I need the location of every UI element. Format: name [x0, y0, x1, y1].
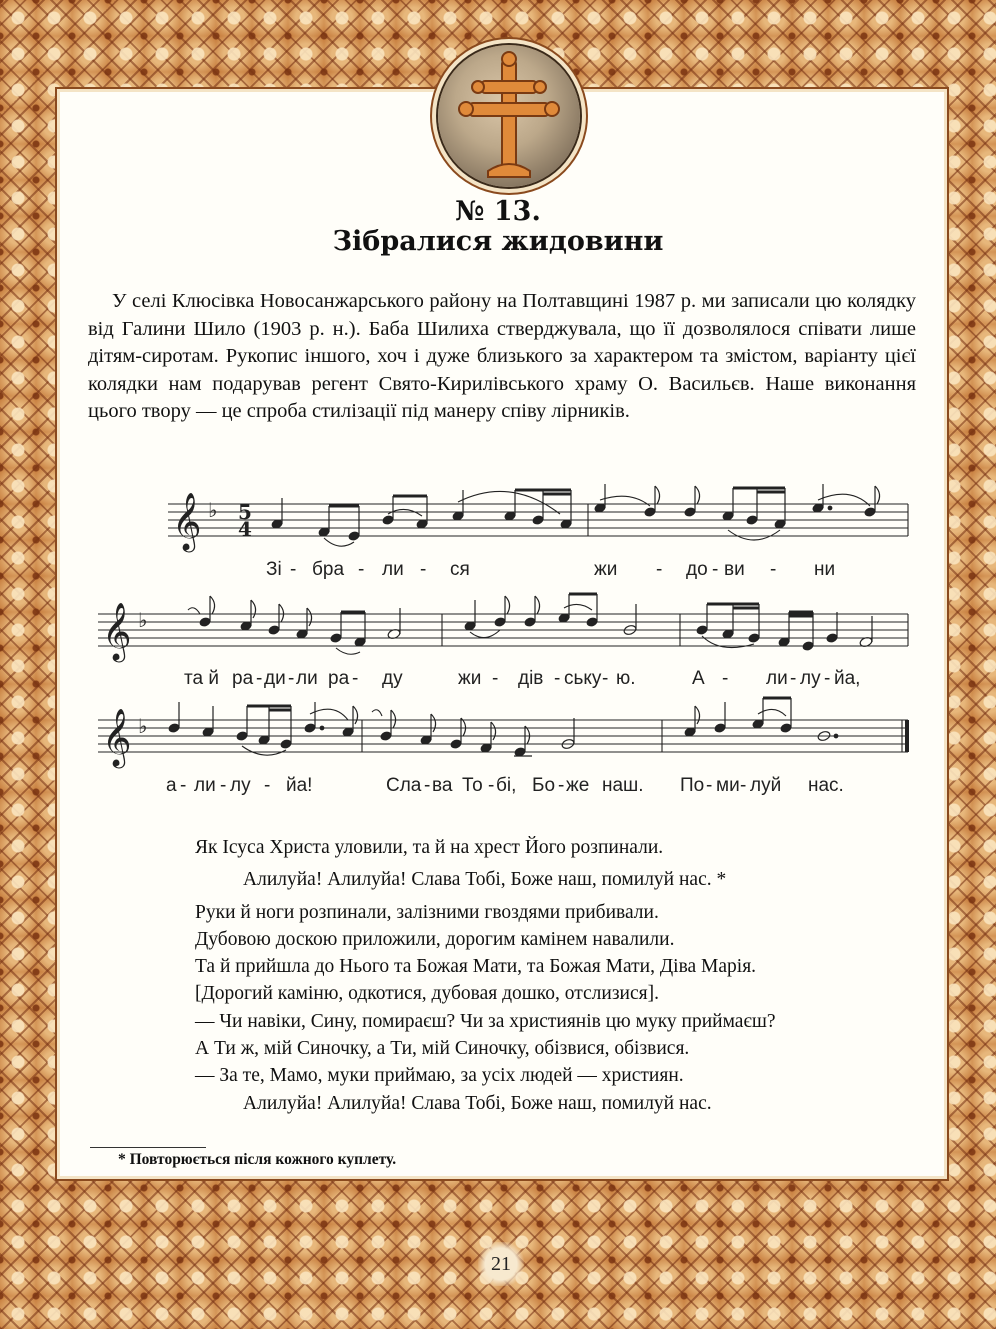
lyric-syllable: ли: [296, 668, 318, 689]
lyric-syllable: ся: [450, 559, 470, 580]
lyric-syllable: ди: [264, 668, 286, 689]
lyric-syllable: жи: [458, 668, 482, 689]
lyric-hyphen: -: [602, 668, 609, 689]
lyric-hyphen: -: [488, 775, 495, 796]
lyric-hyphen: -: [288, 668, 295, 689]
lyric-syllable: ра: [232, 668, 254, 689]
time-signature-bottom: 4: [238, 517, 252, 541]
lyrics-line-1: [266, 559, 835, 580]
intro-paragraph: У селі Клюсівка Новосанжарського району на Полтавщині 1987 р. ми записали цю колядку від Галини Шило (1903 р. н.). Баба Шилиха стверджувала, що її дозволялося співати лише дітям-сиротам. Рукопис іншого, хоч і дуже близького за характером та змістом, варіанту цієї колядки нам подарував регент Свято-Кирилівського храму О. Васильєв. Наше виконання цього твору — це спроба стилізації під манеру співу лірників.: [88, 290, 916, 422]
music-score: [90, 480, 920, 810]
lyric-syllable: йа,: [834, 668, 861, 689]
lyric-hyphen: -: [424, 775, 431, 796]
lyric-hyphen: -: [220, 775, 227, 796]
lyric-syllable: ли: [766, 668, 788, 689]
lyric-hyphen: -: [180, 775, 187, 796]
lyric-syllable: Бо: [532, 775, 556, 796]
orthodox-cross-icon: [438, 45, 580, 187]
lyric-syllable: Сла: [386, 775, 422, 796]
verse-line: Як Ісуса Христа уловили, та й на хрест Його розпинали.: [195, 837, 664, 858]
lyric-syllable: ра: [328, 668, 350, 689]
lyric-hyphen: -: [256, 668, 263, 689]
verse-line: [Дорогий каміню, одкотися, дубовая дошко, отслизися].: [195, 983, 659, 1005]
flat-sign-icon: ♭: [138, 714, 148, 738]
lyric-hyphen: -: [492, 668, 499, 689]
lyric-syllable: луй: [750, 775, 782, 796]
lyrics-line-3: [166, 775, 844, 796]
flat-sign-icon: ♭: [208, 498, 218, 522]
verse-line: А Ти ж, мій Синочку, а Ти, мій Синочку, обізвися, обізвися.: [195, 1038, 690, 1060]
lyric-syllable: лу: [230, 775, 251, 796]
lyric-syllable: ю.: [616, 668, 636, 689]
lyric-hyphen: -: [740, 775, 747, 796]
treble-clef-icon: 𝄞: [172, 492, 202, 550]
verse-line: Та й прийшла до Нього та Божая Мати, та Божая Мати, Діва Марія.: [195, 956, 757, 978]
page-number: 21: [478, 1242, 524, 1286]
lyric-hyphen: -: [824, 668, 831, 689]
lyric-syllable: наш.: [602, 775, 644, 796]
cross-medallion: [438, 45, 580, 187]
lyric-syllable: бі,: [496, 775, 517, 796]
lyric-hyphen: -: [420, 559, 427, 580]
flat-sign-icon: ♭: [138, 608, 148, 632]
lyric-syllable: же: [566, 775, 590, 796]
lyric-syllable: йа!: [286, 775, 313, 796]
lyric-syllable: ми: [716, 775, 740, 796]
treble-clef-icon: 𝄞: [102, 708, 132, 766]
lyric-syllable: По: [680, 775, 705, 796]
lyric-syllable: нас.: [808, 775, 844, 796]
lyric-hyphen: -: [352, 668, 359, 689]
lyric-hyphen: -: [790, 668, 797, 689]
lyric-syllable: лу: [800, 668, 821, 689]
lyric-syllable: ва: [432, 775, 453, 796]
verse-line: — Чи навіки, Сину, помираєш? Чи за християнів цю муку приймаєш?: [195, 1010, 776, 1032]
verse-line: Руки й ноги розпинали, залізними гвоздями прибивали.: [195, 901, 659, 923]
lyric-hyphen: -: [264, 775, 271, 796]
lyric-syllable: дів: [518, 668, 544, 689]
lyric-syllable: То: [462, 775, 483, 796]
lyric-hyphen: -: [290, 559, 297, 580]
refrain-line: Алилуйа! Алилуйа! Слава Тобі, Боже наш, помилуй нас.: [243, 1092, 712, 1114]
verse-line: Дубовою доскою приложили, дорогим камінем навалили.: [195, 928, 675, 950]
lyric-hyphen: -: [558, 775, 565, 796]
verses: [195, 834, 895, 1117]
refrain-line: Алилуйа! Алилуйа! Слава Тобі, Боже наш, помилуй нас. *: [243, 869, 727, 891]
lyric-syllable: Зі: [266, 559, 282, 580]
lyric-syllable: до: [686, 559, 708, 580]
footnote-divider: [90, 1147, 206, 1148]
treble-clef-icon: 𝄞: [102, 602, 132, 660]
lyric-syllable: ли: [194, 775, 216, 796]
lyric-syllable: а: [166, 775, 177, 796]
lyric-syllable: ську: [564, 668, 602, 689]
lyric-syllable: ни: [814, 559, 836, 580]
lyric-syllable: жи: [594, 559, 618, 580]
lyric-syllable: та й: [184, 668, 219, 689]
song-number: № 13.: [455, 196, 541, 227]
verse-line: — За те, Мамо, муки приймаю, за усіх людей — християн.: [195, 1065, 684, 1087]
page-title: Зібралися жидовини: [332, 226, 664, 257]
lyric-syllable: ви: [724, 559, 745, 580]
lyric-hyphen: -: [656, 559, 663, 580]
lyric-hyphen: -: [706, 775, 713, 796]
footnote: * Повторюється після кожного куплету.: [118, 1151, 397, 1168]
lyric-hyphen: -: [770, 559, 777, 580]
lyric-syllable: ли: [382, 559, 404, 580]
lyric-hyphen: -: [358, 559, 365, 580]
lyric-syllable: А: [692, 668, 705, 689]
lyrics-line-2: [184, 668, 860, 689]
lyric-hyphen: -: [712, 559, 719, 580]
lyric-syllable: ду: [382, 668, 403, 689]
lyric-syllable: бра: [312, 559, 345, 580]
lyric-hyphen: -: [722, 668, 729, 689]
lyric-hyphen: -: [554, 668, 561, 689]
time-signature-top: 5: [238, 500, 252, 524]
